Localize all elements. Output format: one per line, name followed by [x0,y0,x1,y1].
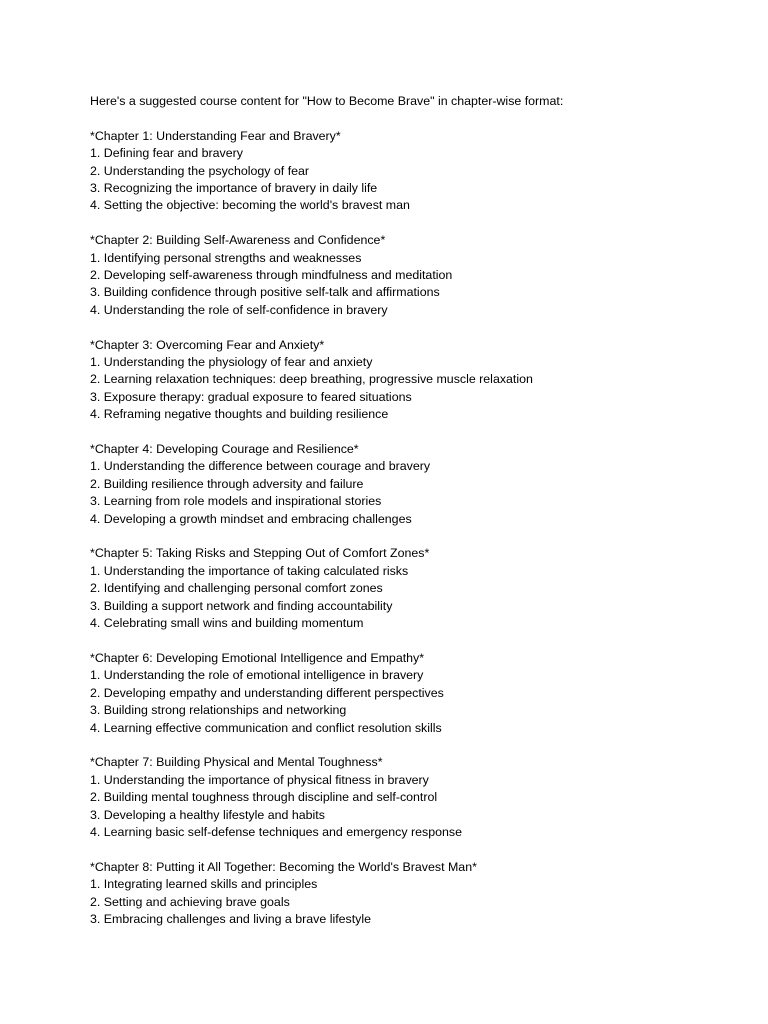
chapter-1 [90,128,750,215]
list-item: 1. Understanding the physiology of fear and anxiety [90,355,373,370]
list-item: 3. Building a support network and finding accountability [90,598,393,613]
list-item: 2. Setting and achieving brave goals [90,894,290,909]
list-item: 1. Understanding the importance of taking calculated risks [90,563,409,578]
chapter-7 [90,754,750,841]
chapter-2 [90,232,750,319]
chapter-3 [90,337,750,424]
list-item: 2. Developing empathy and understanding different perspectives [90,685,444,700]
list-item: 2. Learning relaxation techniques: deep breathing, progressive muscle relaxation [90,372,533,387]
list-item: 3. Building strong relationships and networking [90,703,347,718]
chapter-items [90,354,750,424]
chapter-title: *Chapter 7: Building Physical and Mental Toughness* [90,755,383,770]
list-item: 3. Building confidence through positive self-talk and affirmations [90,285,440,300]
chapter-title: *Chapter 5: Taking Risks and Stepping Out of Comfort Zones* [90,546,430,561]
list-item: 2. Identifying and challenging personal comfort zones [90,581,383,596]
list-item: 1. Defining fear and bravery [90,146,243,161]
list-item: 3. Recognizing the importance of bravery in daily life [90,181,378,196]
list-item: 1. Understanding the difference between courage and bravery [90,459,431,474]
chapter-items [90,772,750,842]
chapter-4 [90,441,750,528]
list-item: 1. Identifying personal strengths and weaknesses [90,250,362,265]
list-item: 2. Building resilience through adversity and failure [90,476,364,491]
list-item: 4. Developing a growth mindset and embracing challenges [90,511,412,526]
chapter-title: *Chapter 1: Understanding Fear and Bravery* [90,128,341,143]
list-item: 4. Learning basic self-defense techniques and emergency response [90,824,462,839]
chapter-5 [90,545,750,632]
list-item: 1. Integrating learned skills and principles [90,877,318,892]
chapter-6 [90,650,750,737]
list-item: 4. Reframing negative thoughts and building resilience [90,407,389,422]
list-item: 3. Embracing challenges and living a brave lifestyle [90,911,372,926]
document-page [90,93,750,946]
list-item: 1. Understanding the role of emotional intelligence in bravery [90,668,424,683]
intro-text: Here's a suggested course content for "How to Become Brave" in chapter-wise format: [90,94,564,108]
chapter-items [90,876,750,928]
list-item: 2. Understanding the psychology of fear [90,163,310,178]
list-item: 2. Developing self-awareness through mindfulness and meditation [90,268,453,283]
chapter-items [90,563,750,633]
chapter-title: *Chapter 4: Developing Courage and Resilience* [90,442,359,457]
list-item: 4. Setting the objective: becoming the world's bravest man [90,198,410,213]
chapter-title: *Chapter 2: Building Self-Awareness and Confidence* [90,233,386,248]
chapter-items [90,145,750,215]
chapter-title: *Chapter 8: Putting it All Together: Becoming the World's Bravest Man* [90,859,477,874]
list-item: 3. Developing a healthy lifestyle and habits [90,807,325,822]
chapter-items [90,250,750,320]
chapter-8 [90,859,750,929]
list-item: 3. Learning from role models and inspirational stories [90,494,382,509]
list-item: 3. Exposure therapy: gradual exposure to feared situations [90,389,412,404]
list-item: 1. Understanding the importance of physical fitness in bravery [90,772,429,787]
list-item: 4. Celebrating small wins and building momentum [90,616,364,631]
chapter-items [90,667,750,737]
chapter-title: *Chapter 3: Overcoming Fear and Anxiety* [90,337,325,352]
list-item: 2. Building mental toughness through discipline and self-control [90,790,438,805]
chapter-title: *Chapter 6: Developing Emotional Intelligence and Empathy* [90,650,425,665]
list-item: 4. Learning effective communication and conflict resolution skills [90,720,442,735]
chapter-items [90,458,750,528]
list-item: 4. Understanding the role of self-confidence in bravery [90,302,388,317]
